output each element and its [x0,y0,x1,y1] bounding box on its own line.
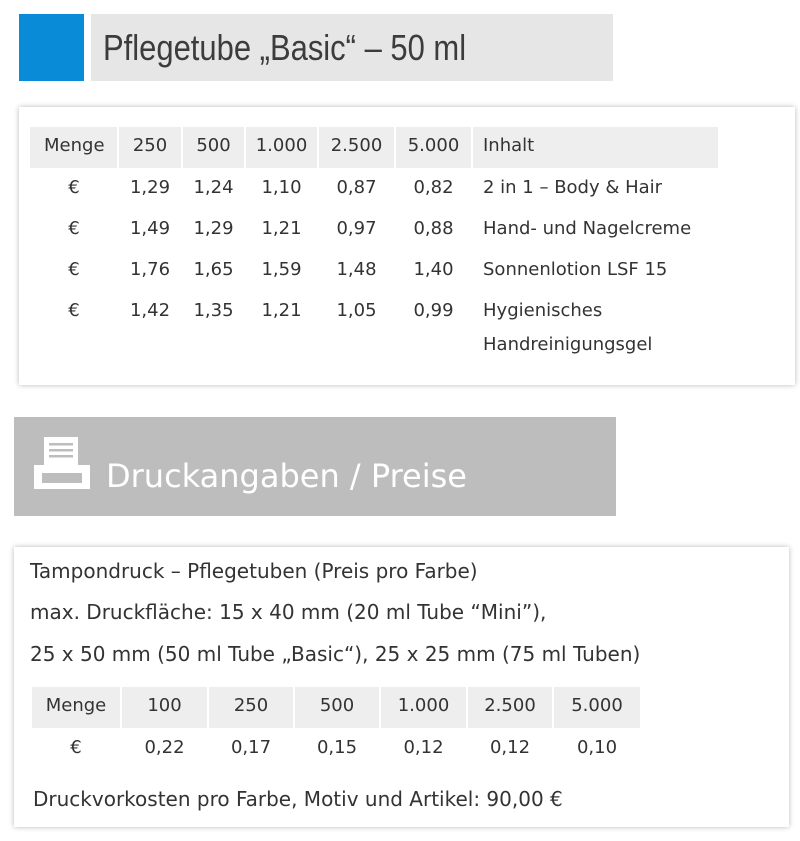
table-cell-price: 0,87 [336,177,377,198]
print-section-header [14,417,616,516]
product-title: Pflegetube „Basic“ – 50 ml [103,27,467,68]
column-separator [117,127,119,363]
column-separator [181,127,183,363]
column-separator [471,127,473,363]
print-area-line-2: 25 x 50 mm (50 ml Tube „Basic“), 25 x 25 mm (75 ml Tuben) [30,642,641,666]
table-header-cell: 250 [118,127,182,168]
table-cell-price: 1,29 [129,177,171,198]
print-table-price-cell: 0,10 [554,728,640,769]
print-table-price-cell: 0,15 [295,728,379,769]
table-row-unit: € [68,218,80,239]
print-method-line: Tampondruck – Pflegetuben (Preis pro Farbe) [30,559,478,583]
table-cell-price: 0,82 [413,177,454,198]
table-header-cell: 500 [182,127,245,168]
table-cell-price: 1,10 [261,177,302,198]
table-header-cell: 5.000 [395,127,472,168]
setup-cost-note: Druckvorkosten pro Farbe, Motiv und Artikel: 90,00 € [33,787,563,811]
table-cell-price: 1,21 [261,218,302,239]
table-cell-price: 0,88 [413,218,454,239]
table-cell-price: 1,40 [413,259,454,280]
table-header-cell: Inhalt [472,127,718,168]
table-header-cell: 1.000 [245,127,318,168]
table-cell-price: 1,49 [129,218,171,239]
table-cell-price: 1,24 [193,177,234,198]
table-cell-price: 0,99 [413,300,454,321]
print-table-header-cell: 100 [122,687,207,728]
table-cell-content-line2: Handreinigungsgel [483,334,653,355]
table-header-cell: Menge [30,127,118,168]
table-cell-price: 1,05 [336,300,377,321]
table-cell-price: 0,97 [336,218,377,239]
printer-icon [34,435,92,493]
table-cell-content: Hygienisches [483,300,603,321]
table-row-unit: € [68,177,80,198]
print-table-header-cell: 2.500 [468,687,552,728]
print-area-line-1: max. Druckfläche: 15 x 40 mm (20 ml Tube “Mini”), [30,600,547,624]
print-table-price-cell: 0,12 [468,728,552,769]
table-cell-price: 1,59 [261,259,302,280]
table-cell-content: 2 in 1 – Body & Hair [483,177,663,198]
table-row-unit: € [68,259,80,280]
print-table-price-cell: 0,12 [381,728,466,769]
print-table-header-cell: 250 [209,687,293,728]
table-cell-price: 1,65 [193,259,234,280]
table-cell-price: 1,48 [336,259,377,280]
table-cell-price: 1,42 [129,300,171,321]
print-table-price-cell: 0,17 [209,728,293,769]
print-table-header-cell: 5.000 [554,687,640,728]
accent-square [19,14,84,81]
product-title-bar [91,14,613,81]
print-table-header-cell: 500 [295,687,379,728]
print-section-title: Druckangaben / Preise [106,457,467,495]
print-table-header-cell: Menge [32,687,120,728]
table-cell-price: 1,29 [193,218,234,239]
table-cell-price: 1,76 [129,259,171,280]
table-cell-price: 1,35 [193,300,234,321]
table-row-unit: € [68,300,80,321]
column-separator [394,127,396,363]
print-table-unit: € [70,737,82,758]
table-header-cell: 2.500 [318,127,395,168]
table-cell-content: Hand- und Nagelcreme [483,218,692,239]
print-table-header-cell: 1.000 [381,687,466,728]
table-cell-content: Sonnenlotion LSF 15 [483,259,668,280]
column-separator [317,127,319,363]
print-table-price-cell: 0,22 [122,728,207,769]
column-separator [244,127,246,363]
table-cell-price: 1,21 [261,300,302,321]
